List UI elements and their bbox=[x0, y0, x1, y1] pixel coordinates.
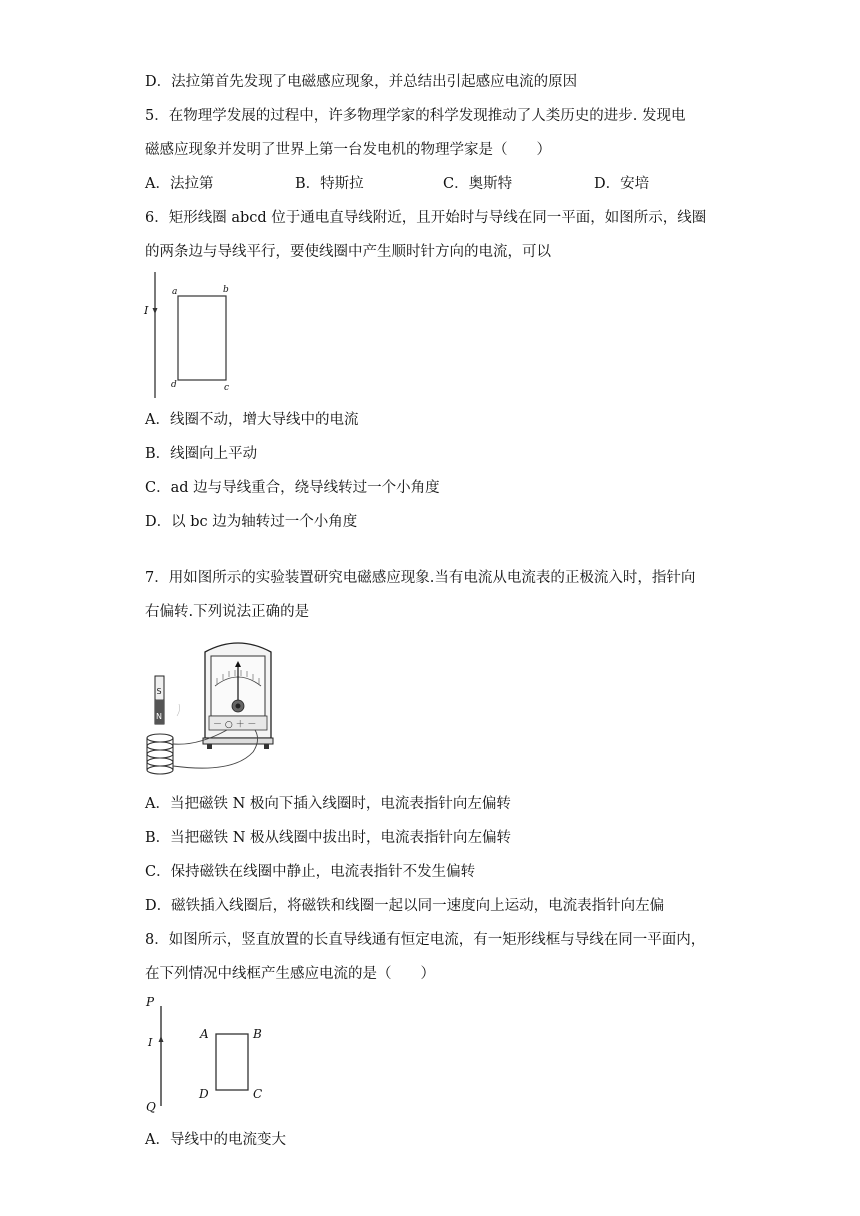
q8-option-a: A．导线中的电流变大 bbox=[145, 1132, 286, 1148]
q5-stem-line2: 磁感应现象并发明了世界上第一台发电机的物理学家是（ ） bbox=[145, 142, 551, 158]
q6-label-c: c bbox=[224, 383, 230, 393]
q7-stem-line1: 7．用如图所示的实验装置研究电磁感应现象.当有电流从电流表的正极流入时，指针向 bbox=[145, 570, 696, 586]
q6-option-a: A．线圈不动，增大导线中的电流 bbox=[145, 412, 359, 428]
q8-label-b: B bbox=[253, 1027, 262, 1041]
q8-label-c: C bbox=[253, 1087, 263, 1101]
q7-option-a: A．当把磁铁 N 极向下插入线圈时，电流表指针向左偏转 bbox=[145, 796, 511, 812]
q8-figure bbox=[140, 994, 280, 1120]
magnet-label-s: S bbox=[156, 687, 162, 696]
q5-option-d: D．安培 bbox=[594, 176, 650, 192]
q8-current-arrow bbox=[159, 1036, 164, 1042]
q6-stem-line2: 的两条边与导线平行，要使线圈中产生顺时针方向的电流，可以 bbox=[145, 244, 551, 260]
galvanometer bbox=[203, 643, 273, 749]
q6-option-c: C．ad 边与导线重合，绕导线转过一个小角度 bbox=[145, 480, 440, 496]
q8-label-q: Q bbox=[146, 1100, 156, 1114]
q4-option-d: D．法拉第首先发现了电磁感应现象，并总结出引起感应电流的原因 bbox=[145, 74, 578, 90]
q6-option-b: B．线圈向上平动 bbox=[145, 446, 258, 462]
q8-stem-line1: 8．如图所示，竖直放置的长直导线通有恒定电流，有一矩形线框与导线在同一平面内， bbox=[145, 932, 706, 948]
q8-frame bbox=[216, 1034, 248, 1090]
q6-label-i: I bbox=[144, 304, 149, 317]
q6-coil bbox=[178, 296, 226, 380]
q8-label-i: I bbox=[148, 1036, 153, 1049]
q6-label-a: a bbox=[172, 287, 178, 297]
q6-current-arrow bbox=[153, 308, 158, 314]
q6-label-d: d bbox=[171, 380, 177, 390]
q8-stem-line2: 在下列情况中线框产生感应电流的是（ ） bbox=[145, 966, 435, 982]
q8-label-d: D bbox=[199, 1087, 209, 1101]
magnet-label-n: N bbox=[156, 712, 162, 721]
coil bbox=[147, 734, 173, 774]
q6-label-b: b bbox=[223, 285, 229, 295]
q5-option-c: C．奥斯特 bbox=[443, 176, 513, 192]
q7-stem-line2: 右偏转.下列说法正确的是 bbox=[145, 604, 310, 620]
q6-option-d: D．以 bc 边为轴转过一个小角度 bbox=[145, 514, 358, 530]
q5-option-a: A．法拉第 bbox=[145, 176, 214, 192]
q5-option-b: B．特斯拉 bbox=[295, 176, 364, 192]
q8-label-a: A bbox=[200, 1027, 209, 1041]
q7-apparatus-figure bbox=[143, 634, 278, 782]
bar-magnet bbox=[155, 676, 164, 724]
q6-stem-line1: 6．矩形线圈 abcd 位于通电直导线附近，且开始时与导线在同一平面，如图所示，线圈 bbox=[145, 210, 707, 226]
q6-figure bbox=[140, 270, 250, 400]
q7-option-b: B．当把磁铁 N 极从线圈中拔出时，电流表指针向左偏转 bbox=[145, 830, 512, 846]
q7-option-c: C．保持磁铁在线圈中静止，电流表指针不发生偏转 bbox=[145, 864, 476, 880]
galvanometer-terminals: － ○ ＋ － bbox=[213, 720, 257, 730]
q7-option-d: D．磁铁插入线圈后，将磁铁和线圈一起以同一速度向上运动，电流表指针向左偏 bbox=[145, 898, 665, 914]
q8-label-p: P bbox=[146, 995, 155, 1009]
q5-stem-line1: 5．在物理学发展的过程中，许多物理学家的科学发现推动了人类历史的进步. 发现电 bbox=[145, 108, 686, 124]
